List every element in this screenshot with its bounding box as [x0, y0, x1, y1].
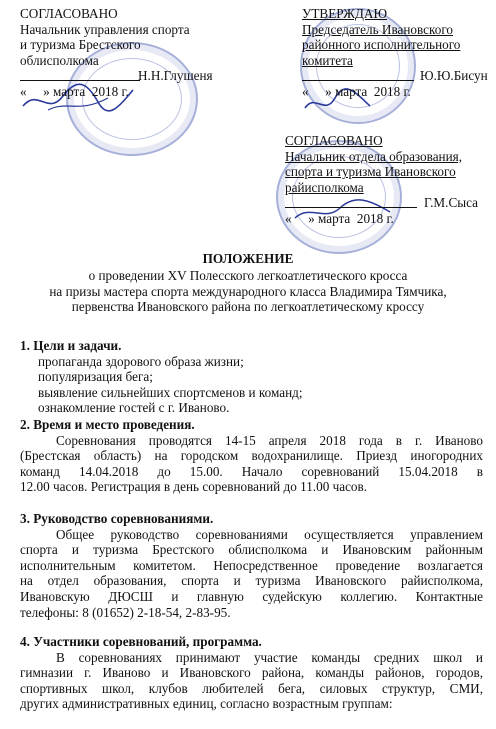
- approval-position: комитета: [302, 52, 353, 68]
- list-item: выявление сильнейших спортсменов и команд;: [38, 384, 303, 400]
- paragraph-line: других административных единиц, согласно возрастным группам:: [20, 696, 393, 712]
- approval-left: [20, 6, 250, 100]
- section-heading: 1. Цели и задачи.: [20, 338, 122, 353]
- approval-date: « » марта 2018 г.: [285, 210, 394, 226]
- document-subtitle: [0, 268, 496, 315]
- paragraph-line: исполнительным комитетом. Непосредственное проведение возлагается: [20, 557, 483, 573]
- paragraph-line: Соревнования проводятся 14-15 апреля 2018 года в г. Иваново: [56, 432, 483, 448]
- list-item: популяризация бега;: [38, 369, 153, 385]
- paragraph-line: Общее руководство соревнованиями осуществляется управлением: [56, 526, 483, 542]
- approval-position: спорта и туризма Ивановского: [285, 164, 456, 180]
- section-participants: [20, 634, 483, 712]
- approval-heading: УТВЕРЖДАЮ: [302, 6, 388, 21]
- section-time-place: [20, 417, 483, 495]
- approval-position: Председатель Ивановского: [302, 21, 454, 37]
- section-goals: [20, 338, 483, 416]
- approval-position: облисполкома: [20, 52, 99, 68]
- approval-position: и туризма Брестского: [20, 37, 141, 53]
- list-item: ознакомление гостей с г. Иваново.: [38, 400, 230, 416]
- paragraph-line: 12.00 часов. Регистрация в день соревнований до 11.00 часов.: [20, 479, 368, 495]
- approval-position: районного исполнительного: [302, 37, 461, 53]
- paragraph-line: команд 14.04.2018 до 15.00. Начало соревнований 15.04.2018 в: [20, 463, 483, 479]
- paragraph-line: спорта и туризма Брестского облисполкома и Ивановским районным: [20, 542, 483, 558]
- document-title: ПОЛОЖЕНИЕ: [202, 251, 294, 266]
- approval-heading: СОГЛАСОВАНО: [20, 6, 118, 21]
- section-heading: 3. Руководство соревнованиями.: [20, 511, 214, 526]
- approval-heading: СОГЛАСОВАНО: [285, 133, 383, 148]
- approval-right: [302, 6, 492, 100]
- paragraph-line: (Брестская область) на городском водохранилище. Приезд иногородних: [20, 448, 483, 464]
- approval-position: райисполкома: [285, 179, 364, 195]
- signature-line: [285, 195, 490, 211]
- approval-position: Начальник отдела образования,: [285, 148, 463, 164]
- approval-lower: [285, 133, 490, 227]
- signature-line: [302, 68, 492, 84]
- paragraph-line: телефоны: 8 (01652) 2-18-54, 2-83-95.: [20, 604, 231, 620]
- section-management: [20, 511, 483, 620]
- paragraph-line: спортивных школ, клубов любителей бега, силовых структур, СМИ,: [20, 680, 483, 696]
- paragraph-line: на отдел образования, спорта и туризма Ивановского райисполкома,: [20, 573, 483, 589]
- approval-position: Начальник управления спорта: [20, 21, 190, 37]
- signer-name: Ю.Ю.Бисун: [420, 68, 488, 84]
- paragraph-line: Ивановскую ДЮСШ и главную судейскую коллегию. Контактные: [20, 588, 483, 604]
- paragraph-line: В соревнованиях принимают участие команды средних школ и: [56, 649, 483, 665]
- paragraph-line: гимназии г. Иваново и Ивановского района, команды районов, городов,: [20, 665, 483, 681]
- signer-name: Г.М.Сыса: [424, 195, 478, 211]
- section-heading: 4. Участники соревнований, программа.: [20, 634, 262, 649]
- subtitle-line: первенства Ивановского района по легкоатлетическому кроссу: [71, 299, 425, 315]
- section-heading: 2. Время и место проведения.: [20, 417, 195, 432]
- signature-line: [20, 68, 250, 84]
- list-item: пропаганда здорового образа жизни;: [38, 353, 244, 369]
- signer-name: Н.Н.Глушеня: [138, 68, 213, 84]
- subtitle-line: на призы мастера спорта международного класса Владимира Тямчика,: [49, 283, 447, 299]
- approval-date: « » марта 2018 г.: [20, 83, 129, 99]
- approval-date: « » марта 2018 г.: [302, 83, 411, 99]
- subtitle-line: о проведении XV Полесского легкоатлетического кросса: [88, 268, 408, 283]
